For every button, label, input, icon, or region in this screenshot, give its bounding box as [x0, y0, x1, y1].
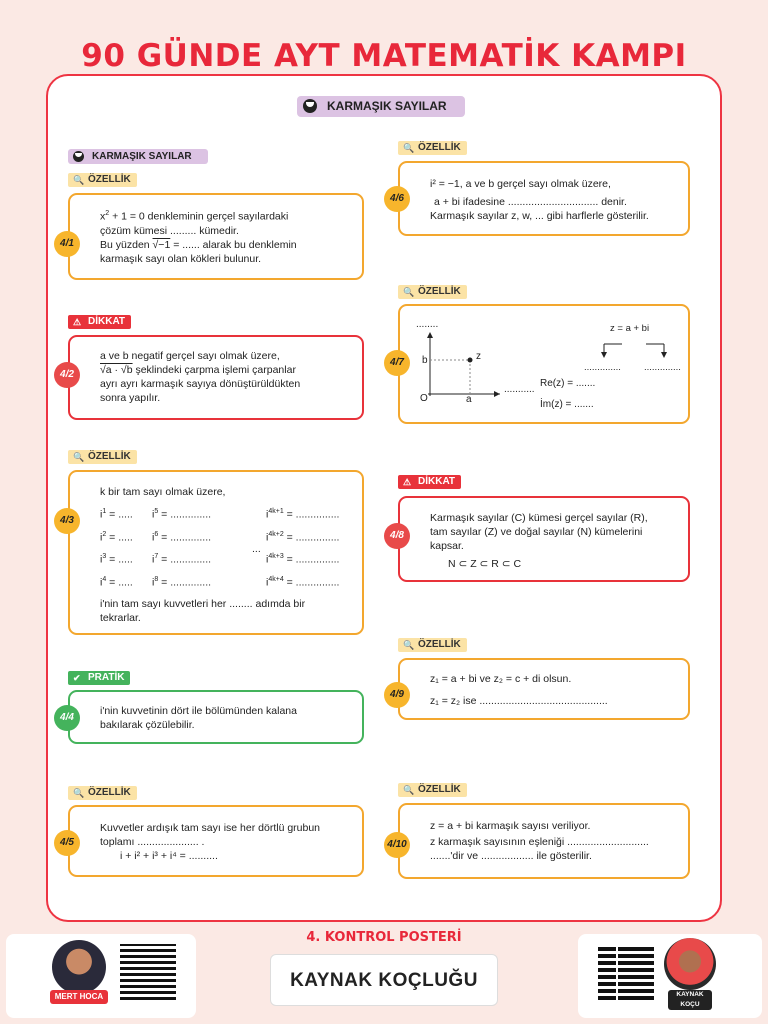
power-cell: $i^1$ = .....: [100, 508, 133, 521]
power-cell: $i^6$ = ..............: [152, 530, 212, 543]
topic-icon: [73, 151, 84, 162]
equation-label: z = a + bi: [610, 323, 650, 334]
card-number: 4/10: [384, 832, 410, 858]
card-line: karmaşık sayı olan kökleri bulunur.: [100, 252, 262, 265]
card-line: a + bi ifadesine ............................... denir.: [434, 196, 627, 208]
card-number: 4/4: [54, 705, 80, 731]
power-cell: $i^{4k+1}$ = ...............: [266, 508, 340, 521]
card-line: bakılarak çözülebilir.: [100, 719, 195, 731]
card-line: i + i² + i³ + i⁴ = ..........: [120, 850, 218, 862]
card-number: 4/2: [54, 362, 80, 388]
card-line: tam sayılar (Z) ve doğal sayılar (N) kümelerini: [430, 526, 643, 538]
card-number: 4/9: [384, 682, 410, 708]
teacher-avatar: [52, 940, 106, 994]
power-cell: $i^{4k+2}$ = ...............: [266, 530, 340, 543]
card-line: N ⊂ Z ⊂ R ⊂ C: [448, 558, 522, 570]
dikkat-tag: ⚠ DİKKAT: [68, 315, 131, 329]
kaynak-kocu-avatar: [664, 938, 716, 990]
card-line: z karmaşık sayısının eşleniği ............................: [430, 836, 649, 848]
kaynak-kocu-logo: KAYNAK KOÇU: [668, 990, 712, 1010]
label-dots: ........: [416, 319, 439, 330]
card-line: Kuvvetler ardışık tam sayı ise her dörtlü grubun: [100, 822, 321, 834]
card-line: i'nin kuvvetinin dört ile bölümünden kalana: [100, 705, 297, 717]
search-icon: 🔍: [403, 287, 415, 297]
card-line: Karmaşık sayılar (C) kümesi gerçel sayılar (R),: [430, 512, 648, 524]
label-dots: ...........: [504, 384, 535, 395]
power-cell: $i^4$ = .....: [100, 575, 133, 588]
card-4-5: [68, 805, 364, 877]
power-cell: $i^8$ = ..............: [152, 575, 212, 588]
card-line: toplamı ..................... .: [100, 836, 205, 848]
card-line: Karmaşık sayılar z, w, ... gibi harflerle gösterilir.: [430, 210, 649, 222]
card-number: 4/8: [384, 523, 410, 549]
card-line: kapsar.: [430, 540, 464, 552]
ozellik-tag: 🔍 ÖZELLİK: [398, 783, 467, 797]
card-line: sonra yapılır.: [100, 392, 161, 404]
card-4-4: [68, 690, 364, 744]
card-line: .......'dir ve .................. ile gösterilir.: [430, 850, 592, 862]
ellipsis: ...: [252, 543, 261, 555]
topic-badge: KARMAŞIK SAYILAR: [297, 96, 465, 117]
card-number: 4/7: [384, 350, 410, 376]
ozellik-tag: 🔍 ÖZELLİK: [68, 786, 137, 800]
card-line: z₁ = a + bi ve z₂ = c + di olsun.: [430, 673, 572, 685]
card-number: 4/3: [54, 508, 80, 534]
check-icon: ✔: [73, 673, 81, 683]
search-icon: 🔍: [403, 640, 415, 650]
ellipsis: [252, 573, 266, 590]
ozellik-tag: 🔍 ÖZELLİK: [68, 450, 137, 464]
label-o: O: [420, 393, 428, 404]
ozellik-tag: 🔍 ÖZELLİK: [68, 173, 137, 187]
card-number: 4/1: [54, 231, 80, 257]
sub-topic-badge: KARMAŞIK SAYILAR: [68, 149, 208, 164]
warning-icon: ⚠: [403, 477, 412, 487]
pratik-tag: ✔ PRATİK: [68, 671, 130, 685]
label-a: a: [466, 394, 472, 405]
power-cell: $i^5$ = ..............: [152, 508, 212, 521]
power-cell: $i^{4k+3}$ = ...............: [266, 553, 340, 566]
qr-code-icon[interactable]: [120, 944, 176, 1000]
ozellik-tag: 🔍 ÖZELLİK: [398, 141, 467, 155]
card-4-3: [68, 470, 364, 635]
dikkat-tag: ⚠ DİKKAT: [398, 475, 461, 489]
card-4-10: [398, 803, 690, 879]
card-4-1: [68, 193, 364, 280]
search-icon: 🔍: [73, 788, 85, 798]
card-line: k bir tam sayı olmak üzere,: [100, 486, 226, 498]
poster-subtitle: 4. KONTROL POSTERİ: [306, 930, 462, 945]
card-number: 4/5: [54, 830, 80, 856]
card-line: Bu yüzden √−1 = ...... alarak bu denklemin: [100, 238, 297, 251]
warning-icon: ⚠: [73, 317, 82, 327]
card-line: z₁ = z₂ ise ............................................: [430, 695, 608, 707]
label-dots: ..............: [584, 362, 621, 373]
card-4-9: [398, 658, 690, 720]
ozellik-tag: 🔍 ÖZELLİK: [398, 638, 467, 652]
page-title: 90 GÜNDE AYT MATEMATİK KAMPI: [81, 38, 687, 74]
topic-icon: [303, 99, 317, 113]
search-icon: 🔍: [73, 175, 85, 185]
ozellik-tag: 🔍 ÖZELLİK: [398, 285, 467, 299]
mert-hoca-logo: MERT HOCA: [50, 990, 108, 1004]
power-cell: $i^{4k+4}$ = ...............: [266, 575, 340, 588]
card-line: a ve b negatif gerçel sayı olmak üzere,: [100, 350, 280, 362]
power-cell: $i^2$ = .....: [100, 530, 133, 543]
card-line: √a · √b şeklindeki çarpma işlemi çarpanlar: [100, 364, 296, 376]
search-icon: 🔍: [403, 143, 415, 153]
card-line: i² = −1, a ve b gerçel sayı olmak üzere,: [430, 178, 611, 190]
power-cell: $i^7$ = ..............: [152, 553, 212, 566]
point-z: [468, 358, 473, 363]
label-b: b: [422, 355, 428, 366]
card-4-6: [398, 161, 690, 236]
ellipsis: [252, 505, 266, 522]
label-z: z: [476, 351, 481, 362]
power-cell: $i^3$ = .....: [100, 553, 133, 566]
card-line: ayrı ayrı karmaşık sayıya dönüştürüldükten: [100, 378, 301, 390]
card-line: tekrarlar.: [100, 612, 141, 624]
search-icon: 🔍: [403, 785, 415, 795]
qr-code-icon[interactable]: [598, 944, 654, 1000]
card-number: 4/6: [384, 186, 410, 212]
card-line: çözüm kümesi ......... kümedir.: [100, 224, 239, 237]
label-dots: ..............: [644, 362, 681, 373]
card-line: z = a + bi karmaşık sayısı veriliyor.: [430, 820, 591, 832]
brand-label: KAYNAK KOÇLUĞU: [270, 954, 498, 1006]
card-line: $x^2 + 1 = 0$ denkleminin gerçel sayılardaki: [100, 210, 289, 223]
card-4-2: [68, 335, 364, 420]
card-4-7: [398, 304, 690, 424]
im-label: İm(z) = .......: [540, 399, 594, 410]
powers-grid: [100, 505, 350, 589]
card-4-8: [398, 496, 690, 582]
re-label: Re(z) = .......: [540, 378, 596, 389]
card-line: i'nin tam sayı kuvvetleri her ........ adımda bir: [100, 598, 306, 610]
search-icon: 🔍: [73, 452, 85, 462]
